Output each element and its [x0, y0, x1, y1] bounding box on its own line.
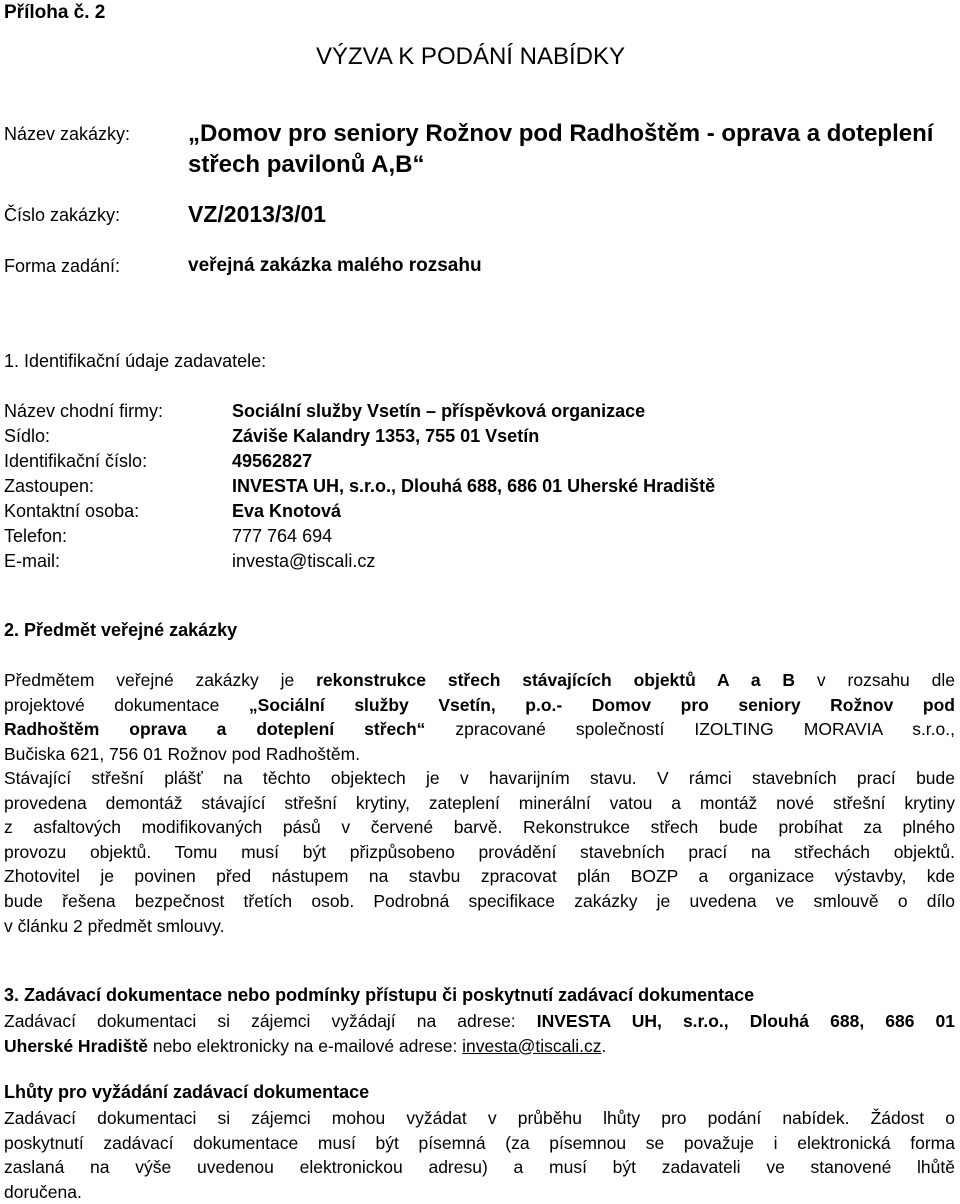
text-line: z asfaltových modifikovaných pásů v červené barvě. Rekonstrukce střech bude probíhat za plného	[4, 817, 955, 838]
text-run: v rozsahu dle	[795, 670, 955, 690]
form-label: Forma zadání:	[4, 256, 121, 276]
text-line	[4, 1034, 955, 1059]
info-value: Sociální služby Vsetín – příspěvková organizace	[232, 401, 646, 421]
info-label: Název chodní firmy:	[4, 401, 164, 421]
info-label: Telefon:	[4, 526, 68, 546]
text-line: provozu objektů. Tomu musí být přizpůsobeno provádění stavebních prací na střechách objektů.	[4, 841, 955, 862]
section4-heading: Lhůty pro vyžádání zadávací dokumentace	[4, 1082, 370, 1102]
contract-name-label: Název zakázky:	[4, 124, 131, 144]
contract-name-line2: střech pavilonů A,B“	[188, 151, 425, 178]
section3-paragraph	[4, 1009, 955, 1058]
text-line: v článku 2 předmět smlouvy.	[4, 915, 225, 936]
info-label: Kontaktní osoba:	[4, 501, 140, 521]
form-value: veřejná zakázka malého rozsahu	[188, 255, 482, 276]
text-run-bold: Uherské Hradiště	[4, 1035, 148, 1056]
text-run: projektové dokumentace	[4, 694, 249, 715]
text-run-bold: Radhoštěm oprava a doteplení střech“	[4, 719, 426, 740]
info-label: Identifikační číslo:	[4, 451, 148, 471]
info-label: Zastoupen:	[4, 476, 95, 496]
info-value: Eva Knotová	[232, 501, 342, 521]
text-line: poskytnutí zadávací dokumentace musí být písemná (za písemnou se považuje i elektronická forma	[4, 1132, 955, 1153]
text-line: Zadávací dokumentaci si zájemci mohou vyžádat v průběhu lhůty pro podání nabídek. Žádost o	[4, 1108, 955, 1128]
text-line: doručena.	[4, 1181, 82, 1202]
text-run-bold: rekonstrukce střech stávajících objektů A a B	[316, 670, 796, 690]
section2-paragraph2	[4, 766, 955, 938]
info-value: investa@tiscali.cz	[232, 551, 376, 571]
info-value: 49562827	[232, 451, 313, 471]
contract-number-label: Číslo zakázky:	[4, 205, 121, 225]
text-run: .	[601, 1035, 607, 1056]
contract-number-value: VZ/2013/3/01	[188, 201, 327, 227]
contract-name-line1: „Domov pro seniory Rožnov pod Radhoštěm - oprava a doteplení	[188, 120, 934, 147]
text-line	[4, 668, 955, 693]
text-line: bude řešena bezpečnost třetích osob. Podrobná specifikace zakázky je uvedena ve smlouvě o dílo	[4, 890, 955, 911]
section3-heading: 3. Zadávací dokumentace nebo podmínky přístupu či poskytnutí zadávací dokumentace	[4, 985, 755, 1005]
text-line: Stávající střešní plášť na těchto objektech je v havarijním stavu. V rámci stavebních prací bude	[4, 768, 955, 788]
section4-paragraph	[4, 1106, 955, 1204]
info-value: Záviše Kalandry 1353, 755 01 Vsetín	[232, 426, 540, 446]
text-line: Zhotovitel je povinen před nástupem na stavbu zpracovat plán BOZP a organizace výstavby, kde	[4, 866, 955, 887]
text-run-bold: „Sociální služby Vsetín, p.o.- Domov pro seniory Rožnov pod	[248, 694, 955, 715]
text-line: Bučiska 621, 756 01 Rožnov pod Radhoštěm.	[4, 743, 361, 764]
info-label: E-mail:	[4, 551, 61, 571]
text-line: zaslaná na výše uvedenou elektronickou adresu) a musí být zadavateli ve stanovené lhůtě	[4, 1157, 955, 1178]
page-title: VÝZVA K PODÁNÍ NABÍDKY	[316, 43, 625, 70]
attachment-label: Příloha č. 2	[4, 2, 106, 23]
text-line	[4, 1009, 955, 1034]
text-run: zpracované společností IZOLTING MORAVIA s.r.o.,	[425, 719, 955, 740]
text-run-bold: INVESTA UH, s.r.o., Dlouhá 688, 686 01	[536, 1011, 955, 1031]
text-line	[4, 717, 955, 742]
section2-paragraph1	[4, 668, 955, 766]
info-value: 777 764 694	[232, 526, 333, 546]
text-line: provedena demontáž stávající střešní krytiny, zateplení minerální vatou a montáž nové střešní krytiny	[4, 792, 955, 813]
text-run: Zadávací dokumentaci si zájemci vyžádají na adrese:	[4, 1011, 537, 1031]
section2-heading: 2. Předmět veřejné zakázky	[4, 620, 238, 640]
text-line	[4, 693, 955, 718]
text-run: Předmětem veřejné zakázky je	[4, 670, 317, 690]
info-value: INVESTA UH, s.r.o., Dlouhá 688, 686 01 Uherské Hradiště	[232, 476, 716, 496]
section1-heading: 1. Identifikační údaje zadavatele:	[4, 351, 267, 371]
text-run: nebo elektronicky na e-mailové adrese:	[147, 1035, 463, 1056]
info-label: Sídlo:	[4, 426, 51, 446]
email-link[interactable]: investa@tiscali.cz	[462, 1035, 602, 1056]
